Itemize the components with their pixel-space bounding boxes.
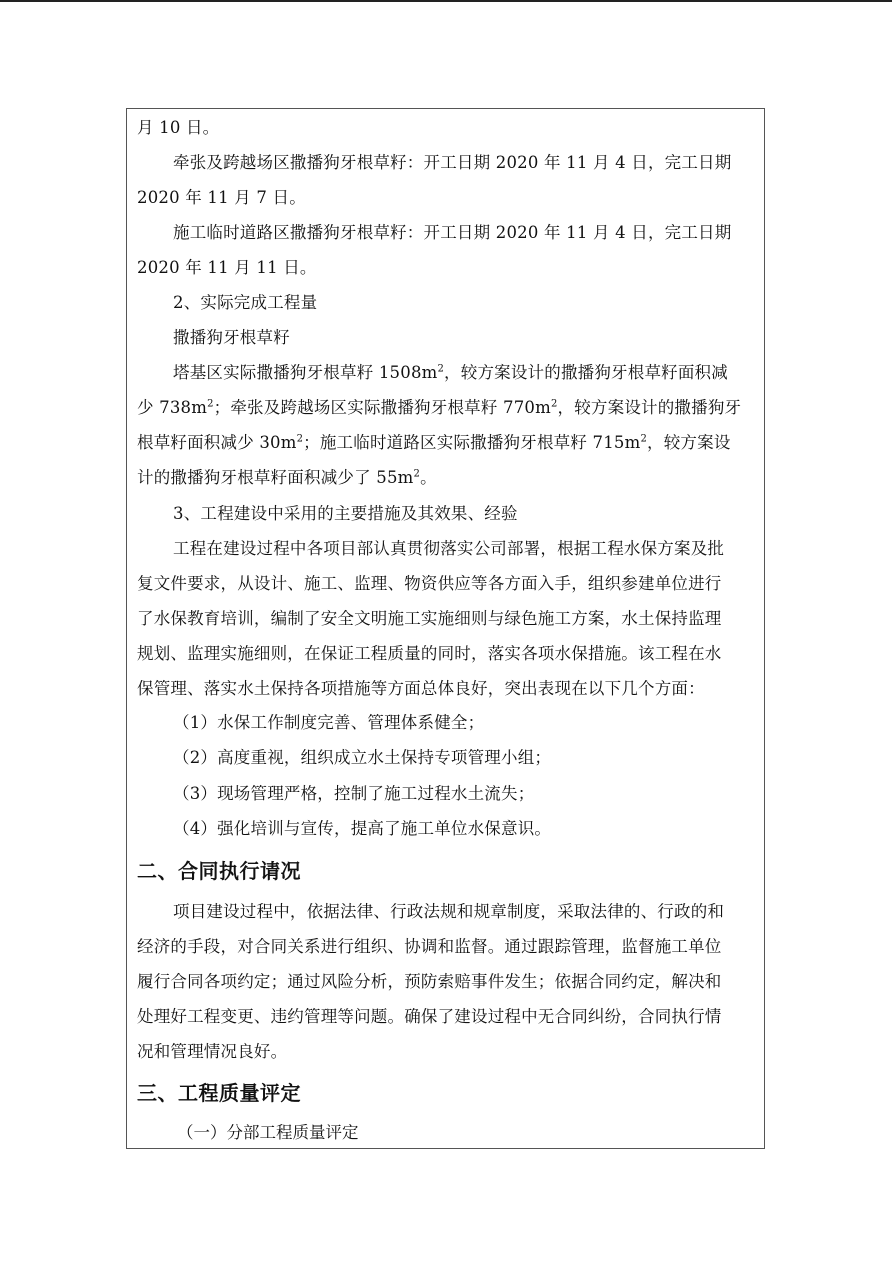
paragraph-line: 月 10 日。 <box>137 118 220 137</box>
paragraph-line: 了水保教育培训，编制了安全文明施工实施细则与绿色施工方案，水土保持监理 <box>137 609 722 628</box>
paragraph-line: 项目建设过程中，依据法律、行政法规和规章制度，采取法律的、行政的和 <box>173 902 725 921</box>
paragraph-line: 处理好工程变更、违约管理等问题。确保了建设过程中无合同纠纷，合同执行情 <box>137 1007 722 1026</box>
paragraph-line: 2020 年 11 月 7 日。 <box>137 188 306 207</box>
section-title-contract: 二、合同执行请况 <box>137 859 301 883</box>
list-item: （2）高度重视，组织成立水土保持专项管理小组； <box>173 748 552 767</box>
paragraph-line: 施工临时道路区撒播狗牙根草籽：开工日期 2020 年 11 月 4 日，完工日期 <box>173 223 732 242</box>
paragraph-line: 工程在建设过程中各项目部认真贯彻落实公司部署，根据工程水保方案及批 <box>173 539 725 558</box>
page-top-border <box>0 0 892 2</box>
paragraph-line: 牵张及跨越场区撒播狗牙根草籽：开工日期 2020 年 11 月 4 日，完工日期 <box>173 153 732 172</box>
area-line-1: 塔基区实际撒播狗牙根草籽 $1508m^2$，较方案设计的撒播狗牙根草籽面积减 <box>173 363 728 382</box>
list-item: （3）现场管理严格，控制了施工过程水土流失； <box>173 784 535 803</box>
subsection-title: （一）分部工程质量评定 <box>177 1123 359 1142</box>
paragraph-line: 履行合同各项约定；通过风险分析，预防索赔事件发生；依据合同约定，解决和 <box>137 972 722 991</box>
area-line-4: 计的撒播狗牙根草籽面积减少了 $55m^2$。 <box>137 468 437 487</box>
document-frame <box>126 108 765 1149</box>
area-line-3: 根草籽面积减少 $30m^2$；施工临时道路区实际撒播狗牙根草籽 $715m^2$，较方案设 <box>137 433 731 452</box>
paragraph-line: 规划、监理实施细则，在保证工程质量的同时，落实各项水保措施。该工程在水 <box>137 644 722 663</box>
paragraph-line: 况和管理情况良好。 <box>137 1042 288 1061</box>
paragraph-line: 2020 年 11 月 11 日。 <box>137 258 317 277</box>
section-title-quality: 三、工程质量评定 <box>137 1081 301 1105</box>
paragraph-line: 复文件要求，从设计、施工、监理、物资供应等各方面入手，组织参建单位进行 <box>137 574 722 593</box>
list-item: （1）水保工作制度完善、管理体系健全； <box>173 713 485 732</box>
paragraph-line: 撒播狗牙根草籽 <box>173 328 290 347</box>
list-item: （4）强化培训与宣传，提高了施工单位水保意识。 <box>173 819 552 838</box>
paragraph-line: 保管理、落实水土保持各项措施等方面总体良好，突出表现在以下几个方面： <box>137 679 705 698</box>
area-line-2: 少 $738m^2$；牵张及跨越场区实际撒播狗牙根草籽 $770m^2$，较方案设计的撒播狗牙 <box>137 398 742 417</box>
measures-heading: 3、工程建设中采用的主要措施及其效果、经验 <box>173 504 518 523</box>
section-heading-actual-quantity: 2、实际完成工程量 <box>173 293 318 312</box>
paragraph-line: 经济的手段，对合同关系进行组织、协调和监督。通过跟踪管理，监督施工单位 <box>137 937 722 956</box>
